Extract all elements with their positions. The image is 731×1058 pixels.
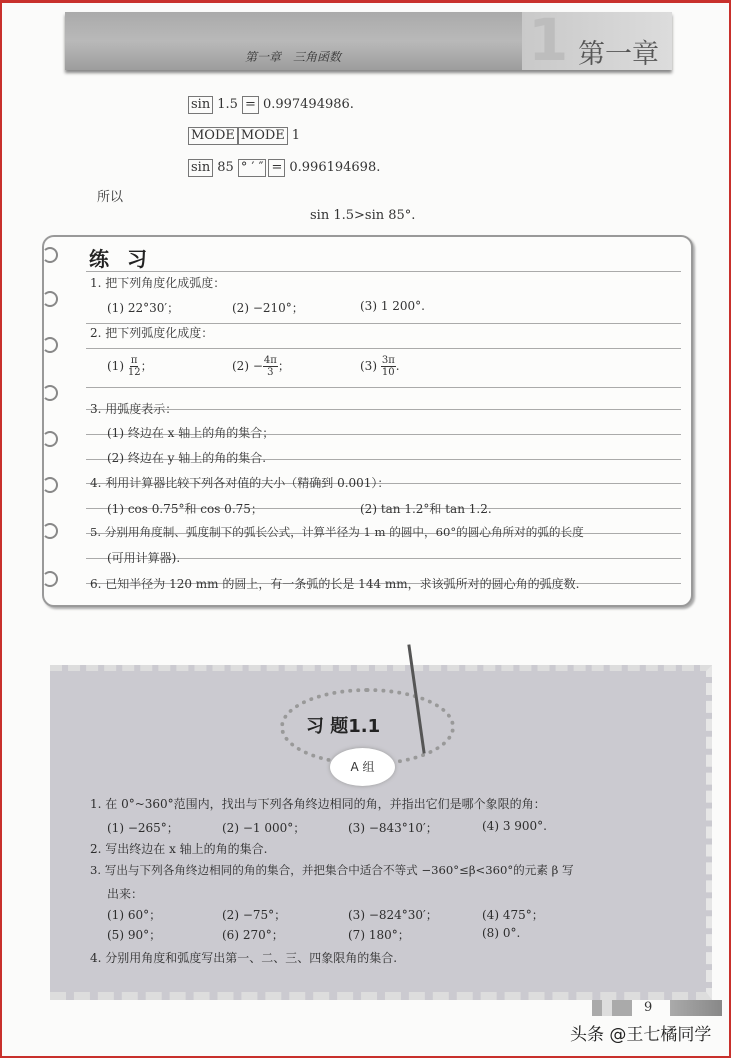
practice-q4: 4. 利用计算器比较下列各对值的大小（精确到 0.001）：	[90, 476, 390, 490]
key-equals: =	[242, 96, 259, 114]
calc-line-3	[188, 159, 380, 177]
practice-q2-item: (2) − $\frac{4\pi}{3}$ ；	[232, 355, 290, 378]
calc-line-2	[188, 127, 300, 145]
exercise-q3-item: (7) 180°；	[348, 928, 410, 942]
page-bar	[592, 1000, 632, 1016]
exercise-q3-item: (8) 0°.	[482, 926, 521, 940]
practice-q6: 6. 已知半径为 120 mm 的圆上，有一条弧的长是 144 mm，求该弧所对的圆心角的弧度数.	[90, 577, 580, 591]
practice-q1-item: (2) −210°；	[232, 301, 304, 315]
calc-line-1	[188, 96, 354, 114]
practice-q5-cont: (可用计算器).	[107, 551, 181, 565]
ring-icon	[42, 431, 58, 447]
exercise-q3-cont: 出来：	[107, 887, 144, 901]
exercise-q1-item: (4) 3 900°.	[482, 819, 547, 833]
exercise-q3: 3. 写出与下列各角终边相同的角的集合，并把集合中适合不等式 −360°≤β<360°的元素 β 写	[90, 863, 574, 877]
fraction: $\frac{3\pi}{10}$	[381, 355, 395, 378]
exercise-q4: 4. 分别用角度和弧度写出第一、二、三、四象限角的集合.	[90, 951, 398, 965]
practice-q2: 2. 把下列弧度化成度：	[90, 326, 214, 340]
exercise-q3-item: (2) −75°；	[222, 908, 287, 922]
group-label: A 组	[330, 748, 395, 786]
exercises-title: 习 题1.1	[306, 716, 381, 737]
exercise-q3-item: (4) 475°；	[482, 908, 544, 922]
calc-input: 1.5	[217, 97, 238, 112]
chapter-number: 1	[528, 12, 569, 70]
ring-icon	[42, 291, 58, 307]
ring-icon	[42, 385, 58, 401]
page-bar	[670, 1000, 722, 1016]
practice-q4-item: (1) cos 0.75°和 cos 0.75；	[107, 502, 263, 516]
practice-q1-item: (3) 1 200°.	[360, 299, 425, 313]
exercise-q1-item: (3) −843°10′；	[348, 821, 438, 835]
key-equals: =	[268, 159, 285, 177]
ring-icon	[42, 247, 58, 263]
ring-icon	[42, 571, 58, 587]
key-sin: sin	[188, 96, 213, 114]
calc-result: 0.997494986.	[262, 97, 354, 112]
key-sin: sin	[188, 159, 213, 177]
chapter-header	[65, 12, 672, 70]
practice-q3-item: (1) 终边在 x 轴上的角的集合；	[107, 426, 275, 440]
exercise-q1-item: (1) −265°；	[107, 821, 179, 835]
practice-q3: 3. 用弧度表示：	[90, 402, 178, 416]
exercise-q3-item: (1) 60°；	[107, 908, 162, 922]
practice-title: 练习	[89, 247, 165, 271]
ring-icon	[42, 523, 58, 539]
exercise-q3-item: (5) 90°；	[107, 928, 162, 942]
practice-q1: 1. 把下列角度化成弧度：	[90, 276, 226, 290]
fraction: $\frac{4\pi}{3}$	[263, 355, 277, 378]
chapter-tab-label: 第一章	[578, 39, 659, 70]
exercise-q1-item: (2) −1 000°；	[222, 821, 306, 835]
practice-q2-item: (3) $\frac{3\pi}{10}$ .	[360, 355, 400, 378]
exercise-q1: 1. 在 0°~360°范围内，找出与下列各角终边相同的角，并指出它们是哪个象限的角：	[90, 797, 546, 811]
calc-input: 1	[291, 128, 301, 143]
ring-icon	[42, 477, 58, 493]
chapter-subtitle: 第一章 三角函数	[245, 50, 342, 64]
key-mode: MODE	[188, 127, 238, 145]
practice-q1-item: (1) 22°30′；	[107, 301, 180, 315]
conclusion: sin 1.5>sin 85°.	[310, 208, 416, 223]
calc-input: 85	[217, 160, 234, 175]
ring-icon	[42, 337, 58, 353]
so-text: 所以	[97, 190, 124, 205]
calc-result: 0.996194698.	[289, 160, 381, 175]
practice-q4-item: (2) tan 1.2°和 tan 1.2.	[360, 502, 492, 516]
key-dms: ° ′ ″	[238, 159, 267, 177]
chapter-tab	[522, 12, 672, 70]
practice-q2-item: (1) $\frac{\pi}{12}$ ；	[107, 355, 153, 378]
key-mode: MODE	[238, 127, 288, 145]
watermark: 头条 @王七橘同学	[570, 1025, 712, 1045]
exercise-q2: 2. 写出终边在 x 轴上的角的集合.	[90, 842, 268, 856]
practice-q5: 5. 分别用角度制、弧度制下的弧长公式，计算半径为 1 m 的圆中，60°的圆心角所对的弧的长度	[90, 525, 584, 539]
fraction: $\frac{\pi}{12}$	[127, 355, 141, 378]
exercise-q3-item: (3) −824°30′；	[348, 908, 438, 922]
page-number: 9	[644, 1000, 653, 1015]
exercise-q3-item: (6) 270°；	[222, 928, 284, 942]
practice-q3-item: (2) 终边在 y 轴上的角的集合.	[107, 451, 267, 465]
